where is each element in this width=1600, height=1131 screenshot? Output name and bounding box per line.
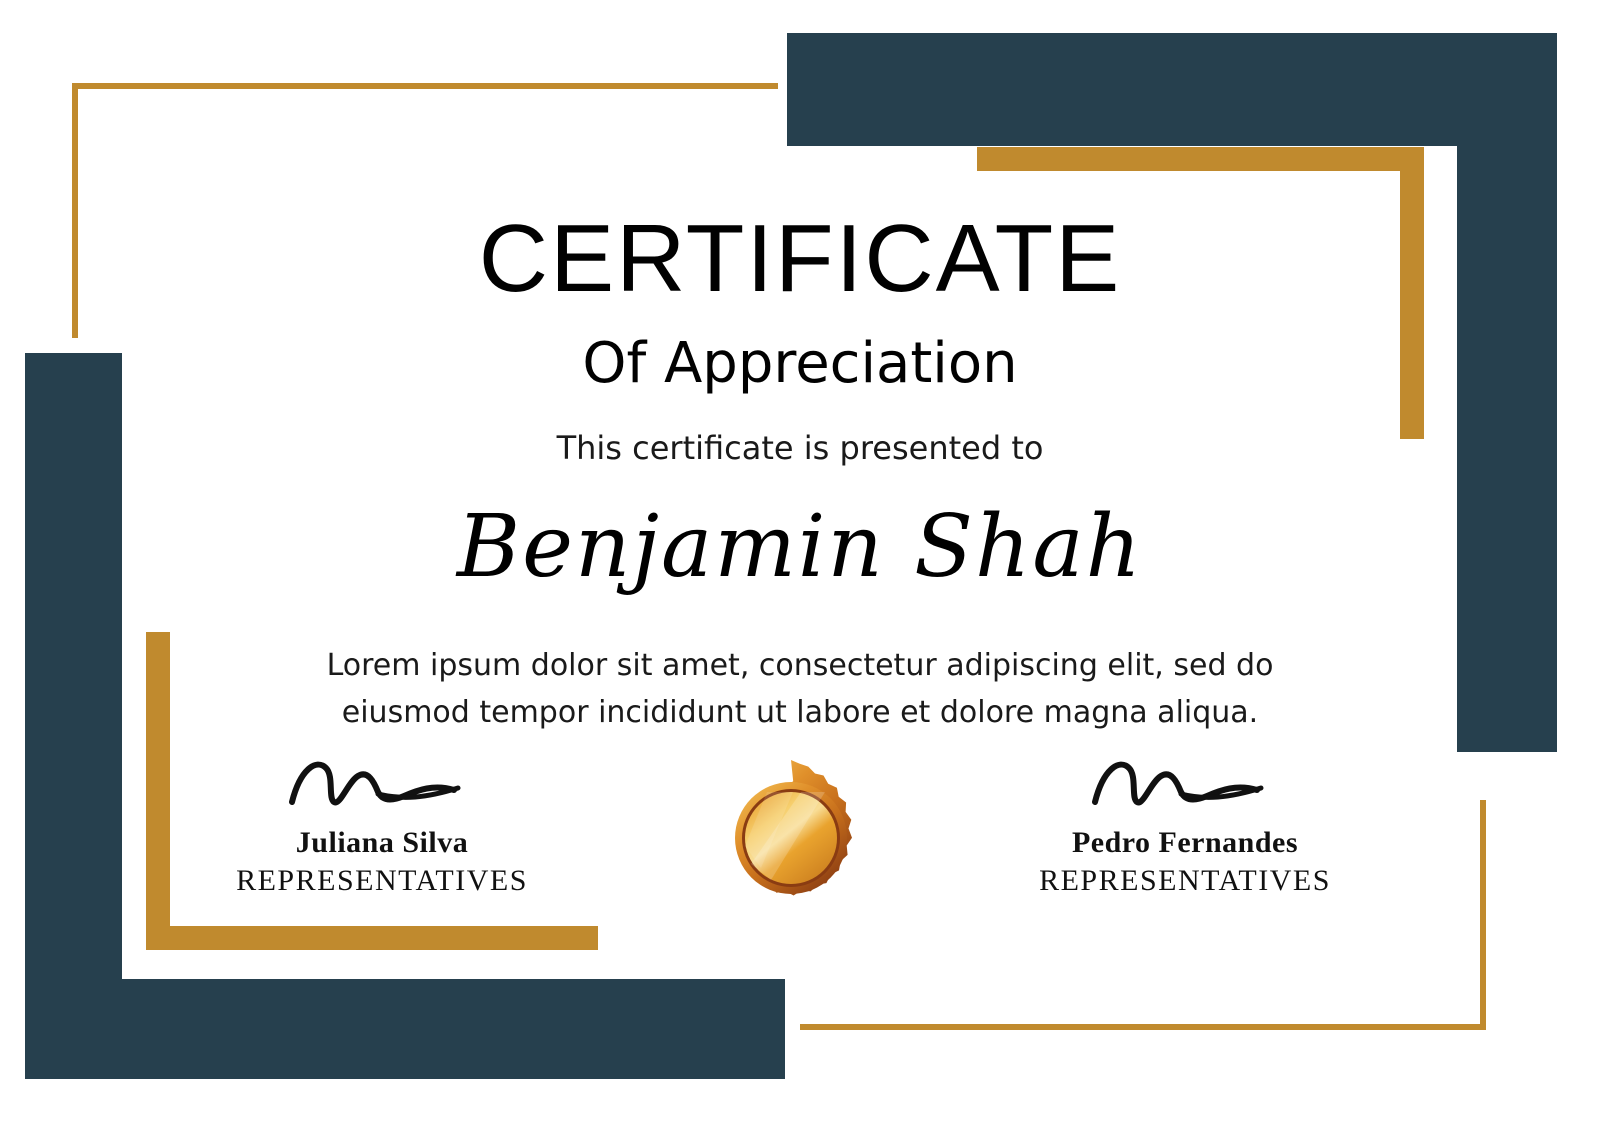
- gold-seal-icon: [711, 758, 871, 918]
- recipient-name: Benjamin Shah: [456, 497, 1144, 597]
- certificate-body-text: Lorem ipsum dolor sit amet, consectetur adipiscing elit, sed do eiusmod tempor incididunt ut labore et dolore magna aliqua.: [326, 648, 1274, 730]
- signature-scribble-icon: [975, 748, 1395, 822]
- signature-role: REPRESENTATIVES: [236, 864, 528, 897]
- signature-role: REPRESENTATIVES: [1039, 864, 1331, 897]
- signature-block-left: [172, 748, 592, 898]
- certificate-subtitle: Of Appreciation: [582, 331, 1018, 396]
- certificate-title: CERTIFICATE: [478, 205, 1122, 312]
- signature-name: Juliana Silva: [295, 826, 469, 859]
- signature-scribble-icon: [172, 748, 592, 822]
- presented-to-line: This certificate is presented to: [556, 429, 1044, 467]
- signature-block-right: [975, 748, 1395, 898]
- signature-name: Pedro Fernandes: [1071, 826, 1299, 859]
